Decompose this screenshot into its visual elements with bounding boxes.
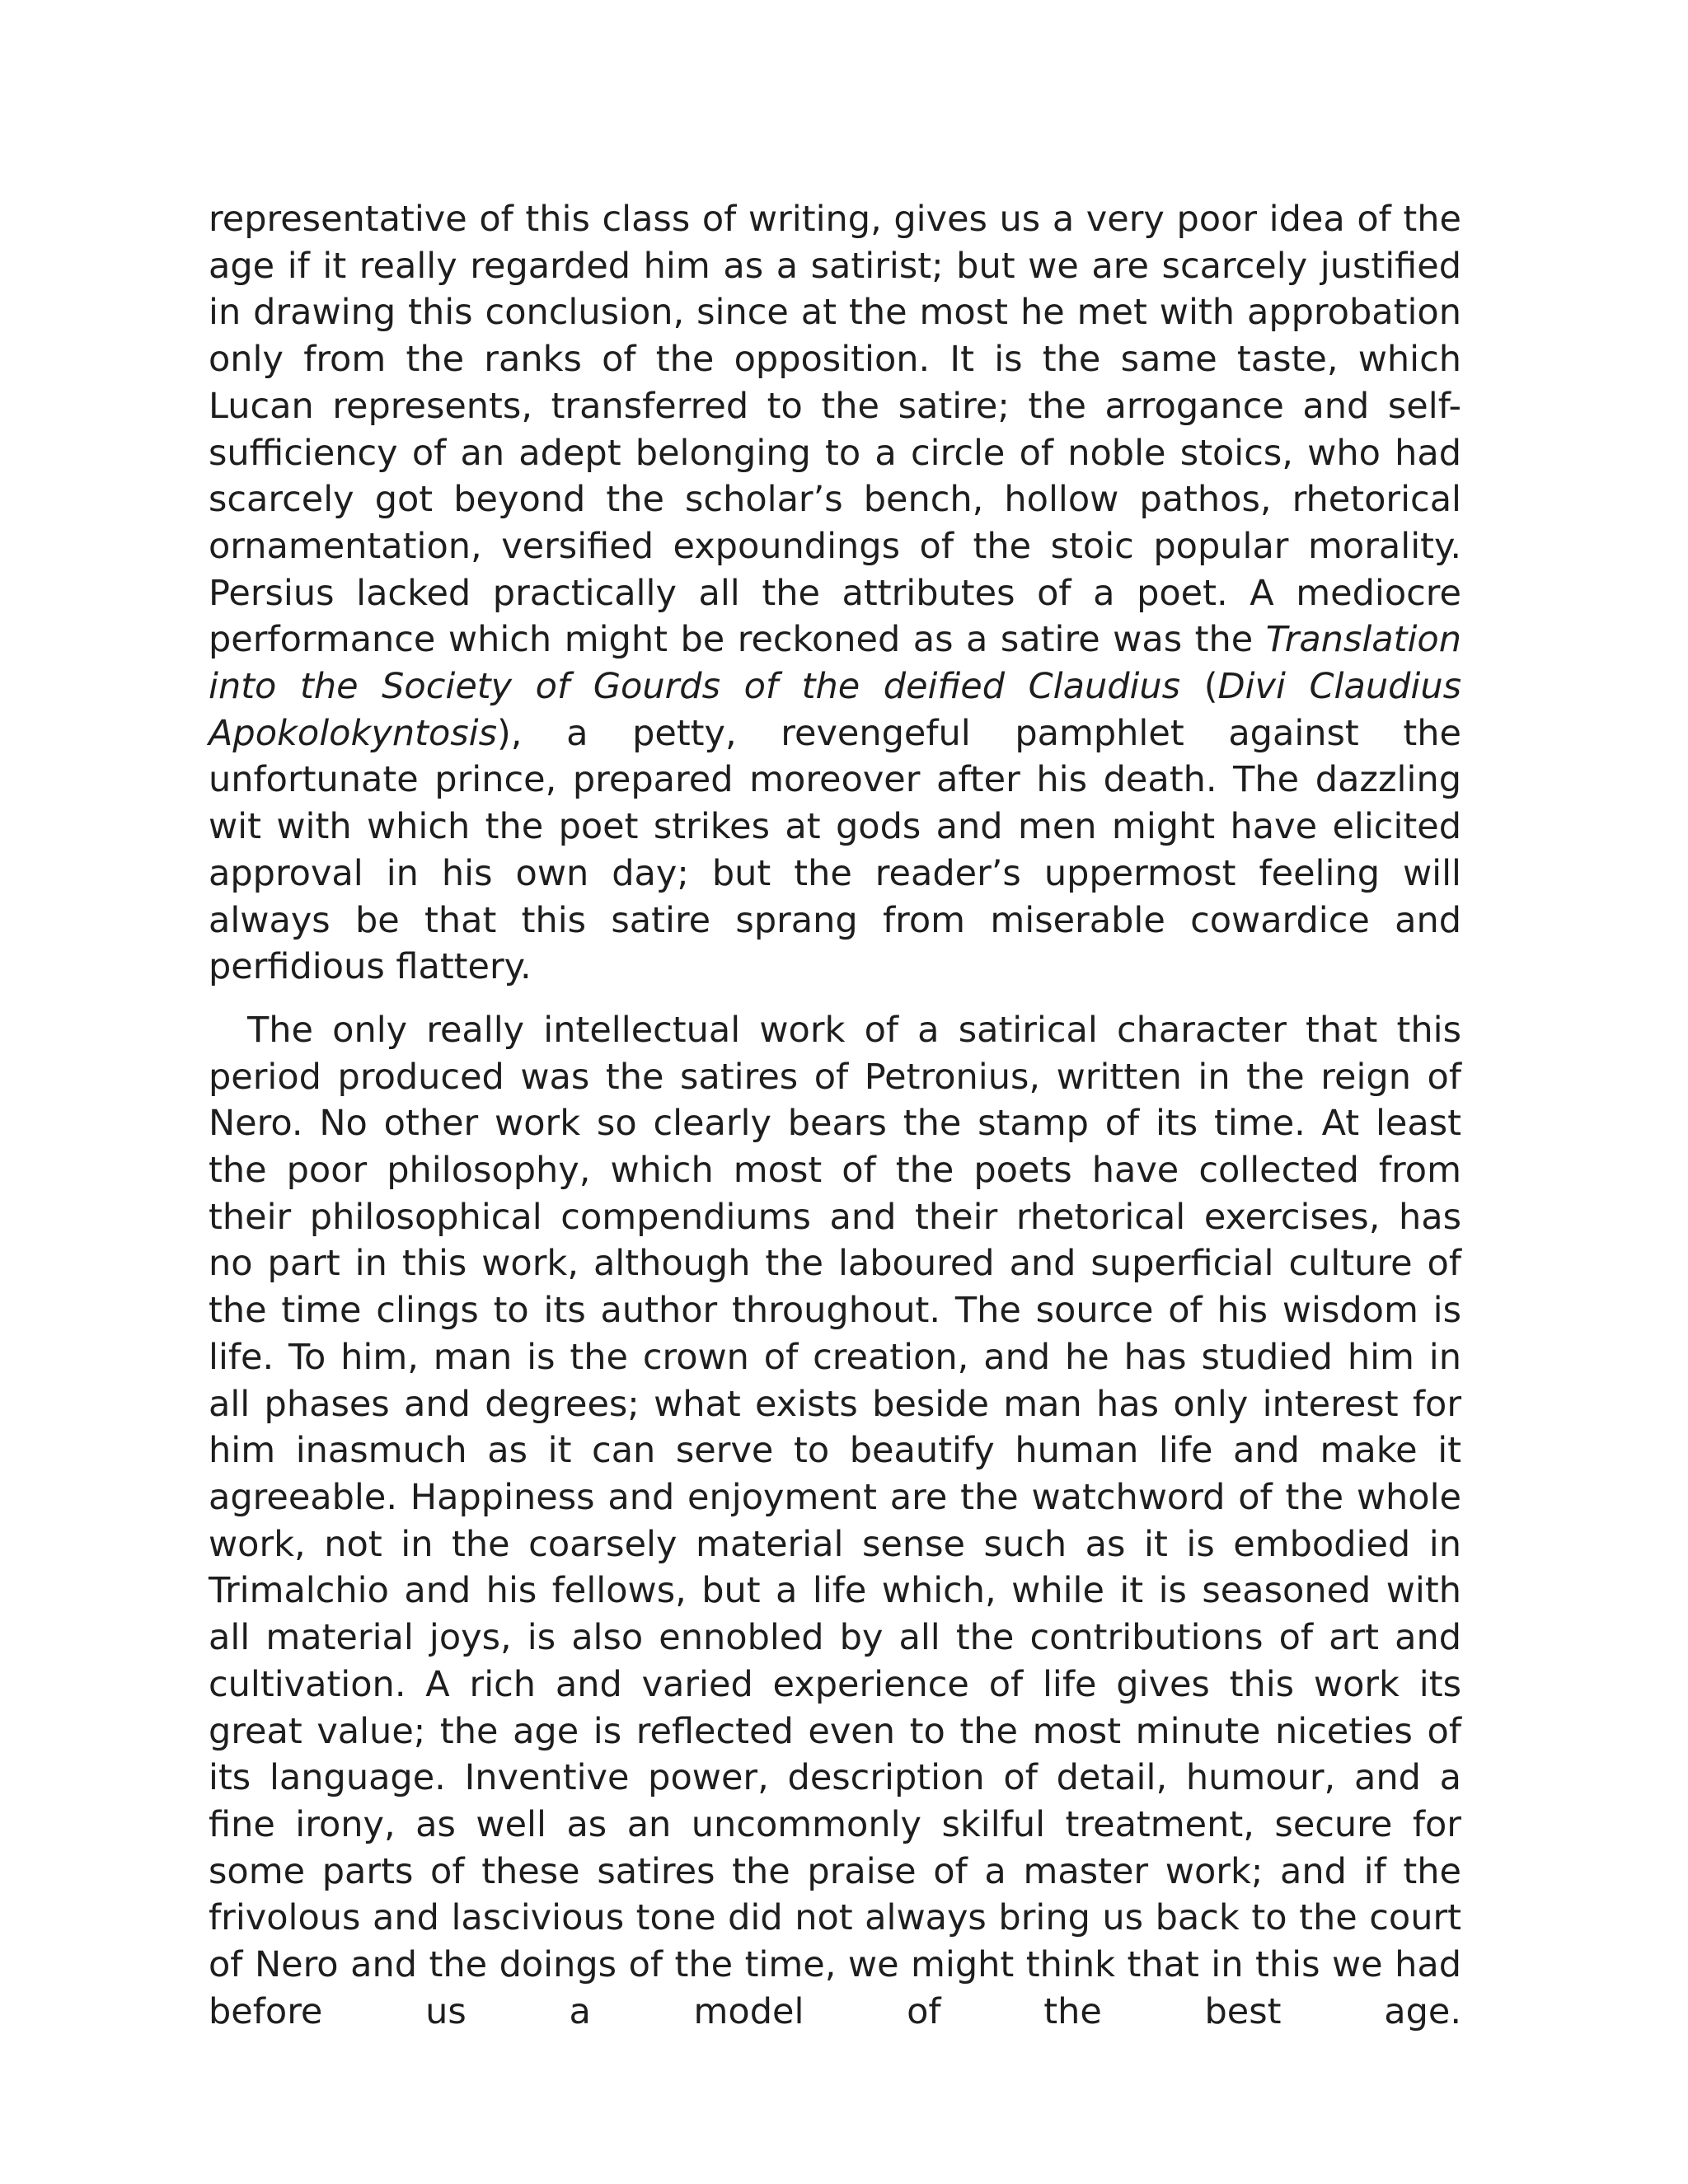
paragraph-1-text-1: representative of this class of writing, gives us a very poor idea of the age if it really regarded him as a satirist; but we are scarcely justified in drawing this conclusion, since at the most he met with approbation only from the ranks of the opposition. It is the same taste, which Lucan represents, transferred to the satire; the arrogance and self-sufficiency of an adept belonging to a circle of noble stoics, who had scarcely got beyond the scholar’s bench, hollow pathos, rhetorical ornamentation, versified expoundings of the stoic popular morality. Persius lacked practically all the attributes of a poet. A mediocre performance which might be reckoned as a satire was the — [209, 199, 1461, 661]
paragraph-1-italic-latin-title: Divi Claudius Apokolokyntosis — [209, 666, 1461, 754]
paragraph-2-text-1: The only really intellectual work of a satirical character that this period produced was the satires of Petronius, written in the reign of Nero. No other work so clearly bears the stamp of its time. At least the poor philosophy, which most of the poets have collected from their philosophical compendiums and their rhetorical exercises, has no part in this work, although the laboured and superficial culture of the time clings to its author throughout. The source of his wisdom is life. To him, man is the crown of creation, and he has studied him in all phases and degrees; what exists beside man has only interest for him inasmuch as it can serve to beautify human life and make it agreeable. Happiness and enjoyment are the watchword of the whole work, not in the coarsely material sense such as it is embodied in Trimalchio and his fellows, but a life which, while it is seasoned with all material joys, is also ennobled by all the contributions of art and cultivation. A rich and varied experience of life gives this work its great value; the age is reflected even to the most minute niceties of its language. Inventive power, description of detail, humour, and a fine irony, as well as an uncommonly skilful treatment, secure for some parts of these satires the praise of a master work; and if the frivolous and lascivious tone did not always bring us back to the court of Nero and the doings of the time, we might think that in this we had before us a model of the best age. — [209, 1009, 1461, 2032]
paragraph-2 — [209, 1007, 1461, 2035]
paragraph-1 — [209, 196, 1461, 991]
paragraph-1-italic-title: Translation into the Society of Gourds of the deified Claudius — [209, 619, 1461, 708]
paragraph-1-text-2: ( — [1180, 666, 1218, 708]
paragraph-1-text-3: ), a petty, revengeful pamphlet against the unfortunate prince, prepared moreover after his death. The dazzling wit with which the poet strikes at gods and men might have elicited approval in his own day; but the reader’s uppermost feeling will always be that this satire sprang from miserable cowardice and perfidious flattery. — [209, 712, 1461, 988]
page-body — [209, 196, 1461, 2035]
